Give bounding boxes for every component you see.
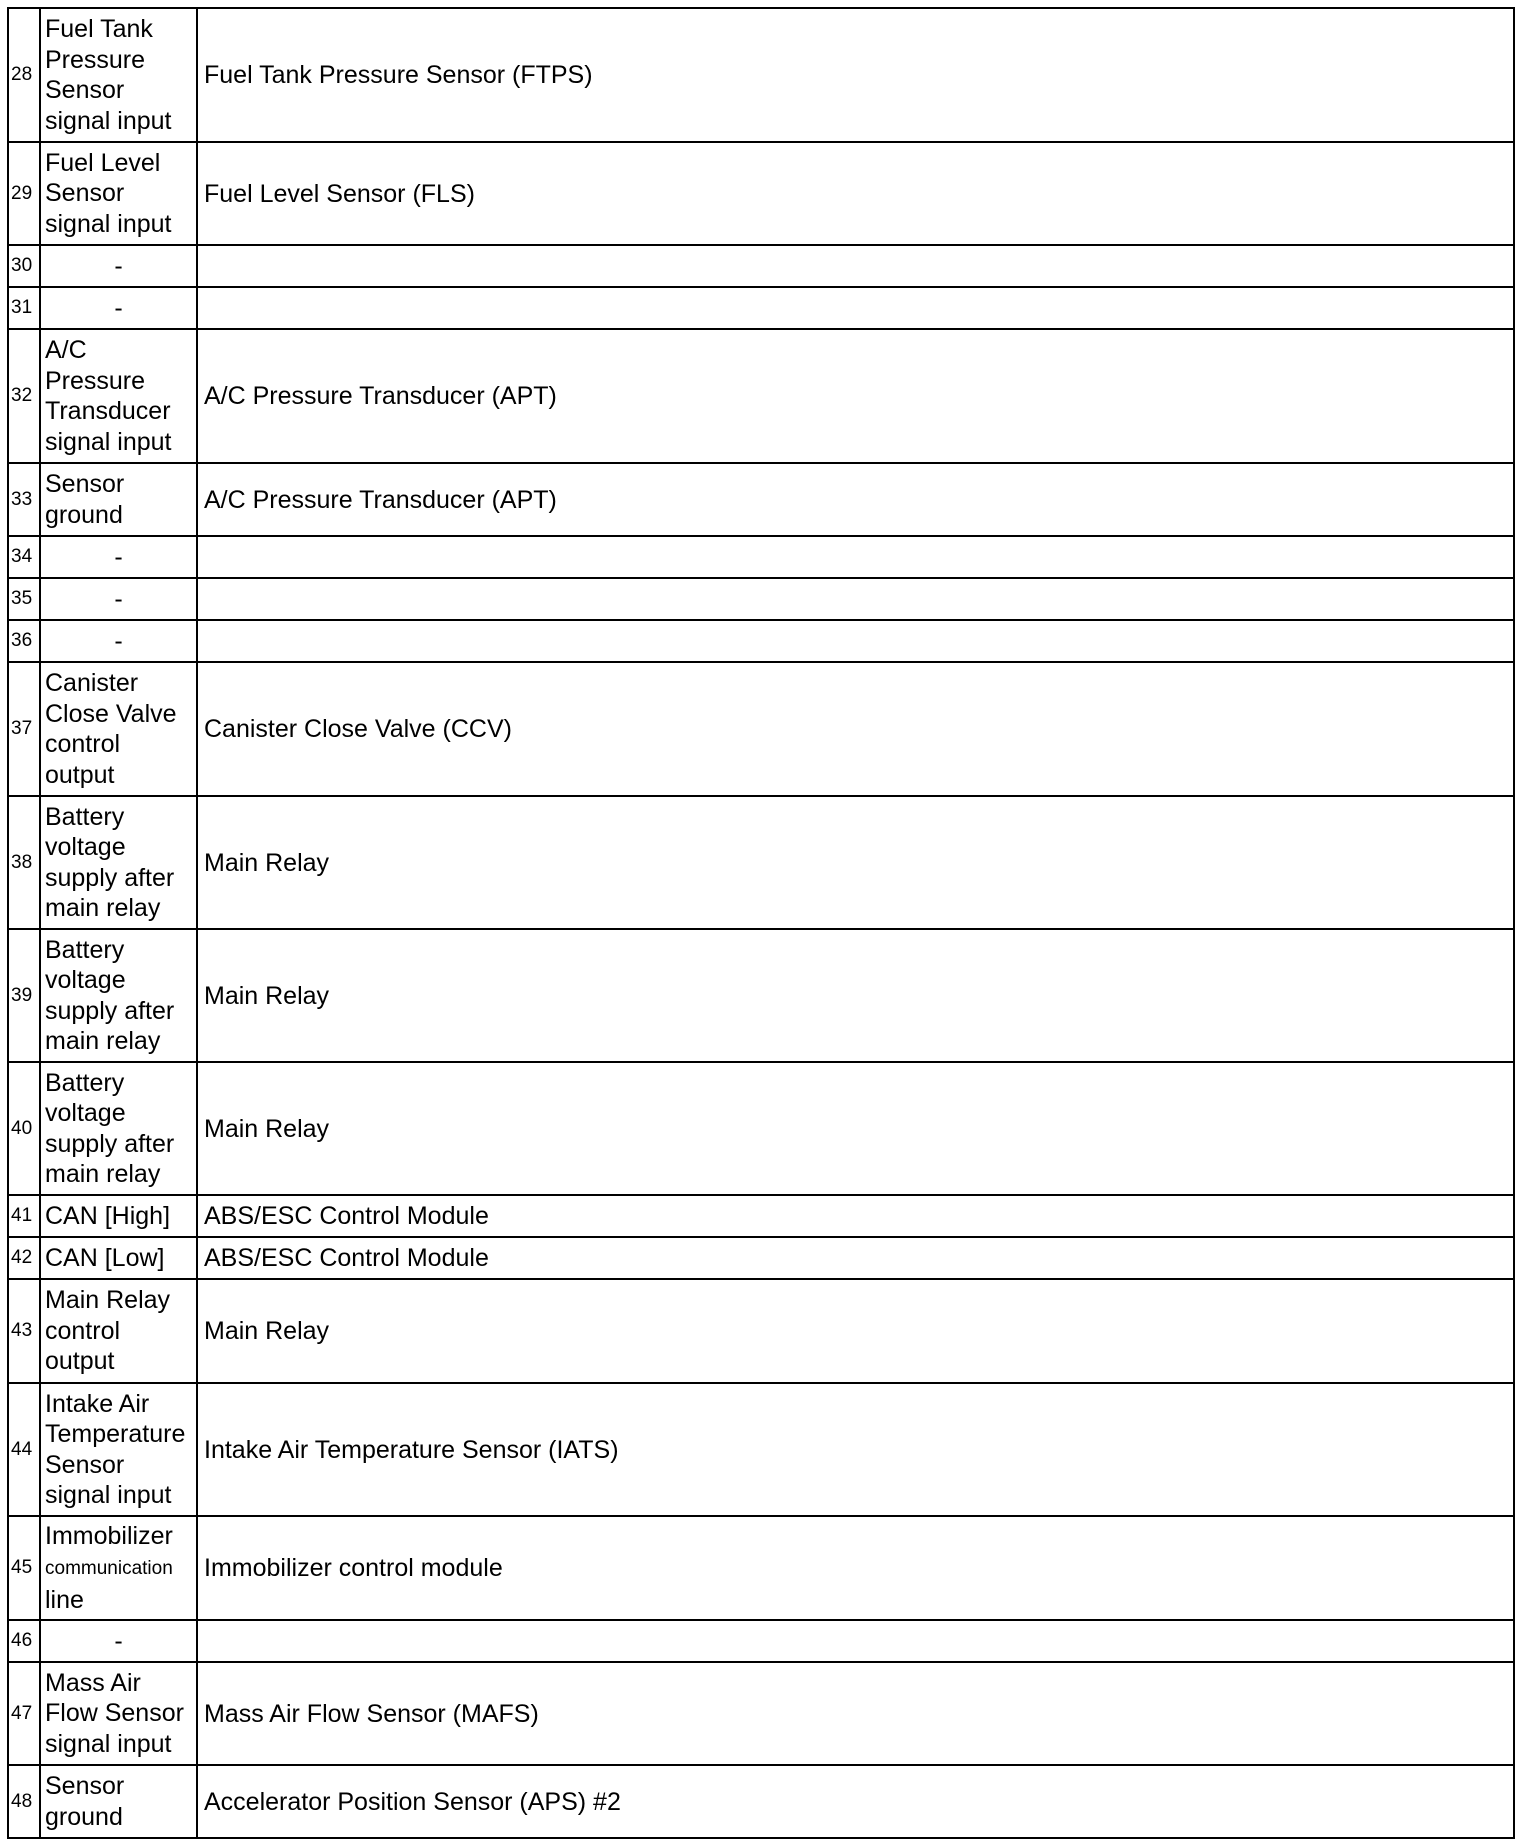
pin-description: Canister Close Valve control output [40,662,197,796]
pin-description: Mass Air Flow Sensor signal input [40,1662,197,1765]
pin-description: - [40,620,197,662]
pin-description: - [40,287,197,329]
table-row [8,329,1514,463]
pin-description: Battery voltage supply after main relay [40,929,197,1062]
pin-description: - [40,578,197,620]
pin-connected-to: Immobilizer control module [197,1516,1514,1620]
pin-connected-to: A/C Pressure Transducer (APT) [197,329,1514,463]
pin-number: 41 [8,1195,40,1237]
table-row [8,245,1514,287]
pin-description: Fuel Tank Pressure Sensor signal input [40,8,197,142]
pin-number: 32 [8,329,40,463]
pin-number: 37 [8,662,40,796]
pin-number: 48 [8,1765,40,1838]
pin-number: 46 [8,1620,40,1662]
pin-number: 43 [8,1279,40,1383]
pin-table-body [8,8,1514,1838]
pin-description: A/C Pressure Transducer signal input [40,329,197,463]
pin-description: CAN [Low] [40,1237,197,1279]
pin-number: 29 [8,142,40,245]
pin-number: 45 [8,1516,40,1620]
pin-connected-to: Main Relay [197,1062,1514,1195]
pin-description [40,1516,197,1620]
desc-immobilizer [45,1522,173,1614]
desc-word: communication [45,1558,173,1580]
pin-number: 40 [8,1062,40,1195]
pin-connected-to: Main Relay [197,1279,1514,1383]
pin-description: Intake Air Temperature Sensor signal input [40,1383,197,1516]
pin-number: 36 [8,620,40,662]
table-row [8,1383,1514,1516]
pin-connected-to: ABS/ESC Control Module [197,1237,1514,1279]
table-row [8,536,1514,578]
pin-number: 44 [8,1383,40,1516]
pin-description: - [40,1620,197,1662]
pin-connected-to: ABS/ESC Control Module [197,1195,1514,1237]
pin-description: - [40,536,197,578]
pin-connected-to [197,245,1514,287]
pin-description: Main Relay control output [40,1279,197,1383]
pin-connected-to: Fuel Level Sensor (FLS) [197,142,1514,245]
pin-number: 38 [8,796,40,929]
pin-description: Battery voltage supply after main relay [40,1062,197,1195]
pin-number: 33 [8,463,40,536]
table-row [8,662,1514,796]
pin-number: 35 [8,578,40,620]
pin-number: 34 [8,536,40,578]
pin-connected-to: Intake Air Temperature Sensor (IATS) [197,1383,1514,1516]
table-row [8,463,1514,536]
pin-connected-to: Accelerator Position Sensor (APS) #2 [197,1765,1514,1838]
pin-number: 28 [8,8,40,142]
pin-connected-to [197,620,1514,662]
pin-description: Sensor ground [40,463,197,536]
table-row [8,287,1514,329]
table-row [8,796,1514,929]
pin-description: - [40,245,197,287]
table-row [8,578,1514,620]
table-row [8,1620,1514,1662]
pin-connected-to: Fuel Tank Pressure Sensor (FTPS) [197,8,1514,142]
pin-description: Fuel Level Sensor signal input [40,142,197,245]
pin-connected-to: Main Relay [197,796,1514,929]
pin-number: 31 [8,287,40,329]
table-row [8,1516,1514,1620]
table-row [8,620,1514,662]
pin-connected-to [197,578,1514,620]
desc-word: Immobilizer [45,1521,173,1550]
pin-connected-to [197,536,1514,578]
table-row [8,929,1514,1062]
pin-number: 39 [8,929,40,1062]
pin-number: 42 [8,1237,40,1279]
pin-table [7,7,1515,1839]
pin-connected-to: Main Relay [197,929,1514,1062]
table-row [8,1237,1514,1279]
desc-word: line [45,1585,84,1614]
pin-connected-to: A/C Pressure Transducer (APT) [197,463,1514,536]
pin-connected-to [197,1620,1514,1662]
table-row [8,1279,1514,1383]
pin-connected-to: Canister Close Valve (CCV) [197,662,1514,796]
pin-description: CAN [High] [40,1195,197,1237]
pin-connected-to [197,287,1514,329]
table-row [8,1662,1514,1765]
pin-number: 47 [8,1662,40,1765]
table-row [8,1765,1514,1838]
table-row [8,1062,1514,1195]
pin-number: 30 [8,245,40,287]
pin-description: Battery voltage supply after main relay [40,796,197,929]
pin-connected-to: Mass Air Flow Sensor (MAFS) [197,1662,1514,1765]
table-row [8,1195,1514,1237]
table-row [8,142,1514,245]
table-row [8,8,1514,142]
pin-description: Sensor ground [40,1765,197,1838]
